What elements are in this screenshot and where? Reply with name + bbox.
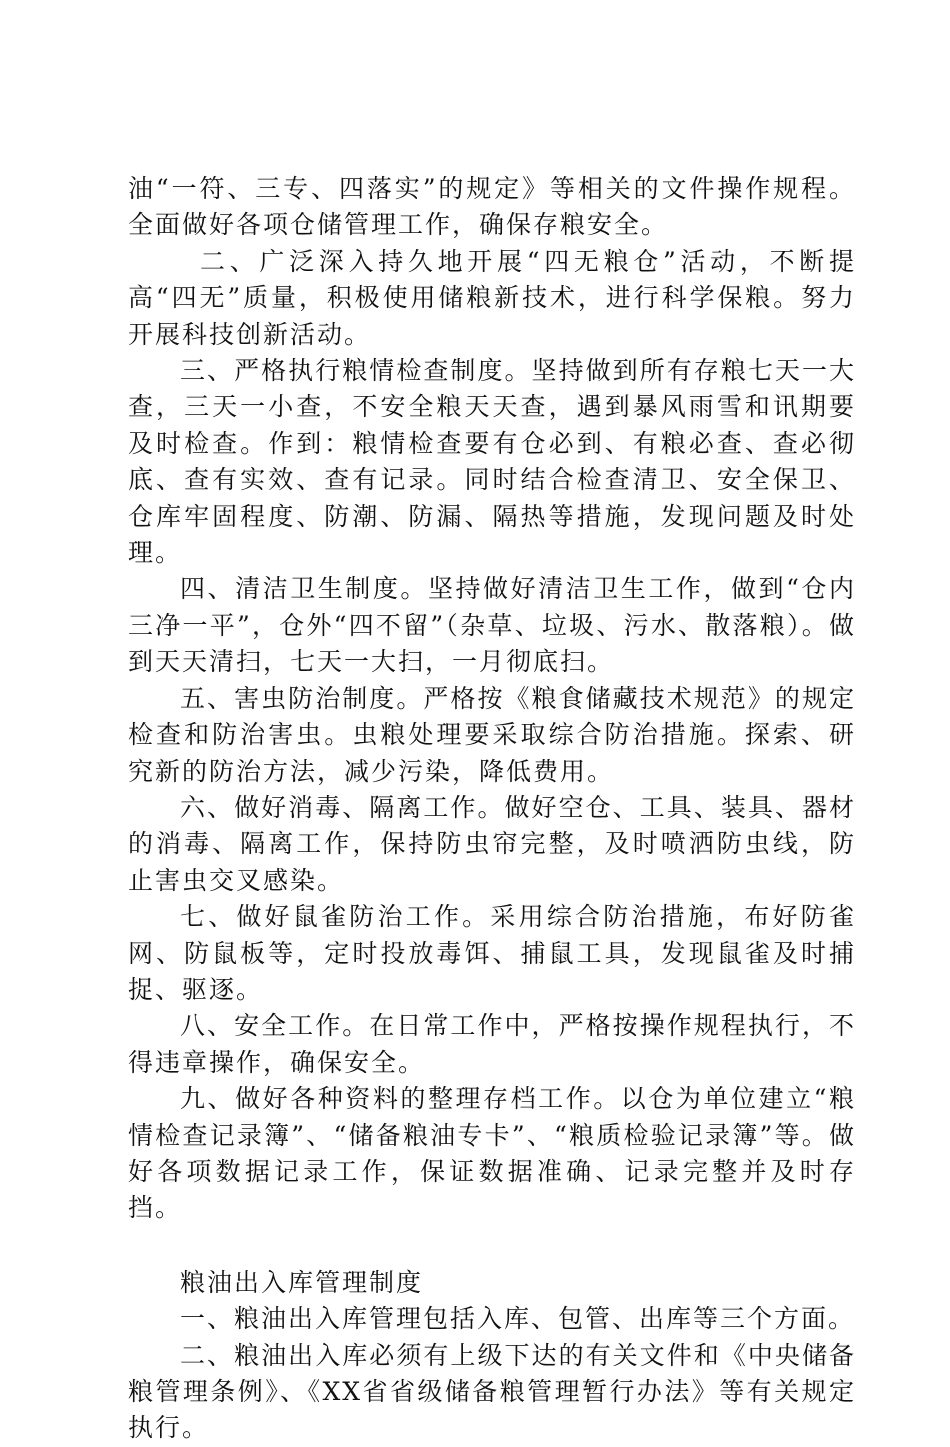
section-paragraph-2: 二、粮油出入库必须有上级下达的有关文件和《中央储备粮管理条例》、《XX省省级储备粮管理暂行办法》等有关规定执行。 xyxy=(128,1340,856,1443)
paragraph-continuation: 油“一符、三专、四落实”的规定》等相关的文件操作规程。全面做好各项仓储管理工作，确保存粮安全。 xyxy=(128,174,856,240)
paragraph-item-8: 八、安全工作。在日常工作中，严格按操作规程执行，不得违章操作，确保安全。 xyxy=(128,1011,856,1077)
paragraph-item-6: 六、做好消毒、隔离工作。做好空仓、工具、装具、器材的消毒、隔离工作，保持防虫帘完整，及时喷洒防虫线，防止害虫交叉感染。 xyxy=(128,792,856,895)
paragraph-item-5: 五、害虫防治制度。严格按《粮食储藏技术规范》的规定检查和防治害虫。虫粮处理要采取综合防治措施。探索、研究新的防治方法，减少污染，降低费用。 xyxy=(128,683,856,786)
paragraph-item-9: 九、做好各种资料的整理存档工作。以仓为单位建立“粮情检查记录簿”、“储备粮油专卡”、“粮质检验记录簿”等。做好各项数据记录工作，保证数据准确、记录完整并及时存挡。 xyxy=(128,1084,856,1223)
paragraph-item-2: 二、广泛深入持久地开展“四无粮仓”活动，不断提高“四无”质量，积极使用储粮新技术，进行科学保粮。努力开展科技创新活动。 xyxy=(128,246,856,349)
section-paragraph-1: 一、粮油出入库管理包括入库、包管、出库等三个方面。 xyxy=(180,1304,856,1334)
paragraph-item-7: 七、做好鼠雀防治工作。采用综合防治措施，布好防雀网、防鼠板等，定时投放毒饵、捕鼠工具，发现鼠雀及时捕捉、驱逐。 xyxy=(128,902,856,1004)
document-body xyxy=(128,171,856,1447)
section-title: 粮油出入库管理制度 xyxy=(180,1267,424,1297)
paragraph-item-4: 四、清洁卫生制度。坚持做好清洁卫生工作，做到“仓内三净一平”，仓外“四不留”（杂草、垃圾、污水、散落粮）。做到天天清扫，七天一大扫，一月彻底扫。 xyxy=(128,574,856,677)
paragraph-item-3: 三、严格执行粮情检查制度。坚持做到所有存粮七天一大查，三天一小查，不安全粮天天查，遇到暴风雨雪和讯期要及时检查。作到：粮情检查要有仓必到、有粮必查、查必彻底、查有实效、查有记录。同时结合检查清卫、安全保卫、仓库牢固程度、防潮、防漏、隔热等措施，发现问题及时处理。 xyxy=(128,356,856,568)
